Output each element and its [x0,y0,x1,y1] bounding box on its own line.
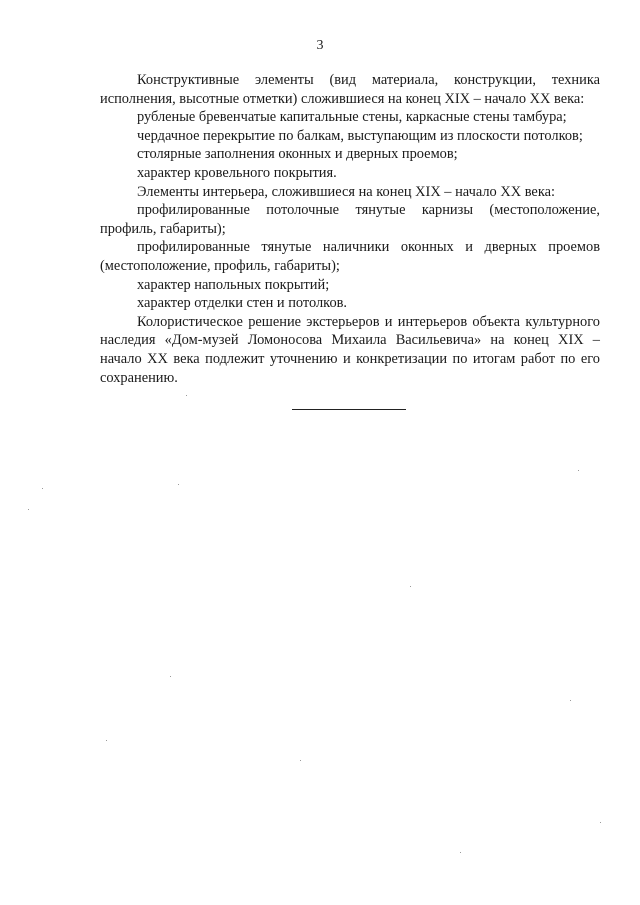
scan-speck [186,395,187,396]
list-item-floor-coverings: характер напольных покрытий; [137,276,330,293]
scan-speck [460,852,461,853]
list-item-joinery: столярные заполнения оконных и дверных проемов; [137,146,458,163]
scan-speck [178,484,179,485]
scan-speck [600,822,601,823]
scan-speck [300,760,301,761]
list-item-roofing: характер кровельного покрытия. [137,164,337,181]
paragraph-color-solution: Колористическое решение экстерьеров и интерьеров объекта культурного наследия «Дом-музей Ломоносова Михаила Васильевича» на конец XIX – начало XX века подлежит уточнению и конкретизации по итогам работ по его сохранению. [100,313,600,386]
list-item-attic-floor: чердачное перекрытие по балкам, выступающим из плоскости потолков; [137,127,583,144]
scan-speck [170,676,171,677]
document-body [100,71,600,387]
list-item-ceiling-cornices: профилированные потолочные тянутые карнизы (местоположение, профиль, габариты); [100,202,600,237]
list-item-architraves: профилированные тянутые наличники оконных и дверных проемов (местоположение, профиль, габариты); [100,239,600,274]
scan-speck [410,586,411,587]
scan-speck [106,740,107,741]
scan-speck [578,470,579,471]
list-item-log-walls: рубленые бревенчатые капитальные стены, каркасные стены тамбура; [137,109,567,126]
page-number: 3 [316,38,324,53]
paragraph-structural-elements: Конструктивные элементы (вид материала, конструкции, техника исполнения, высотные отметки) сложившиеся на конец XIX – начало XX века: [100,72,600,107]
list-item-wall-finish: характер отделки стен и потолков. [137,295,348,312]
separator-line [292,409,406,410]
scan-speck [28,509,29,510]
scan-speck [42,488,43,489]
paragraph-interior-elements: Элементы интерьера, сложившиеся на конец XIX – начало XX века: [137,183,555,200]
scan-speck [570,700,571,701]
